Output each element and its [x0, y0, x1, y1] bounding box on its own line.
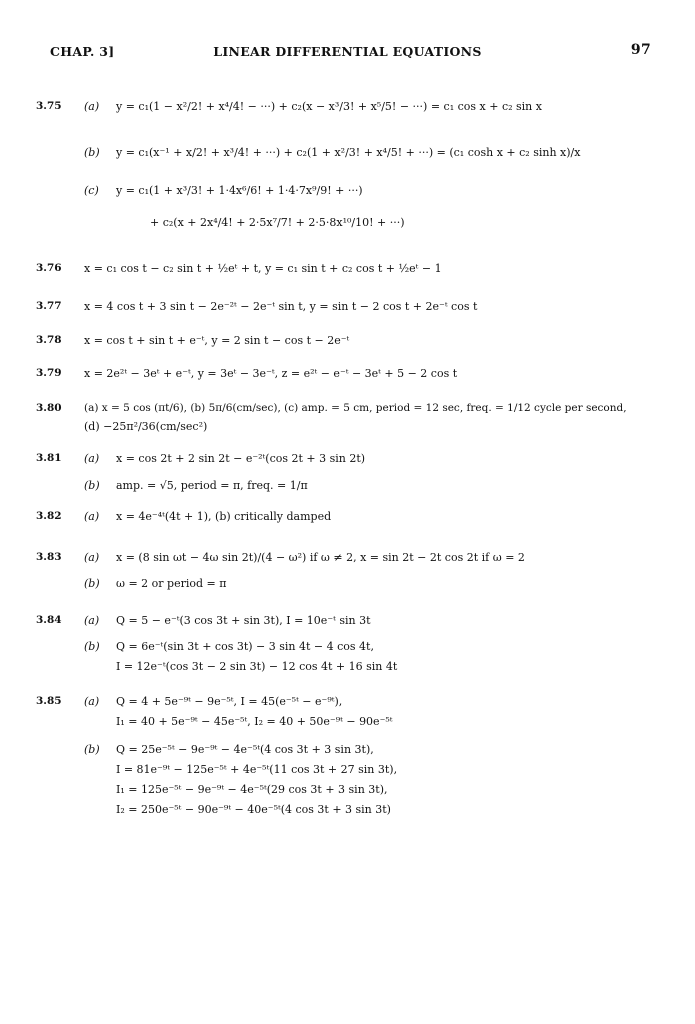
answer-line: y = c₁(x⁻¹ + x/2! + x³/4! + ···) + c₂(1 + x²/3! + x⁴/5! + ···) = (c₁ cosh x + c₂ sinh x)/x — [116, 146, 581, 159]
part-label: (a) — [84, 551, 100, 564]
answer-line: (a) x = 5 cos (πt/6), (b) 5π/6(cm/sec), (c) amp. = 5 cm, period = 12 sec, freq. = 1/12 cycle per second, — [84, 402, 627, 414]
page-number: 97 — [630, 42, 651, 58]
answer-line: + c₂(x + 2x⁴/4! + 2·5x⁷/7! + 2·5·8x¹⁰/10! + ···) — [150, 216, 405, 229]
chapter-label: CHAP. 3] — [50, 44, 115, 59]
answer-line: amp. = √5, period = π, freq. = 1/π — [116, 479, 308, 492]
problem-number: 3.81 — [36, 452, 62, 464]
answer-line: x = 2e²ᵗ − 3eᵗ + e⁻ᵗ, y = 3eᵗ − 3e⁻ᵗ, z = e²ᵗ − e⁻ᵗ − 3eᵗ + 5 − 2 cos t — [84, 367, 458, 380]
problem-number: 3.83 — [36, 551, 62, 563]
answer-line: x = (8 sin ωt − 4ω sin 2t)/(4 − ω²) if ω ≠ 2, x = sin 2t − 2t cos 2t if ω = 2 — [116, 551, 525, 564]
running-title: LINEAR DIFFERENTIAL EQUATIONS — [213, 44, 482, 59]
answer-line: Q = 25e⁻⁵ᵗ − 9e⁻⁹ᵗ − 4e⁻⁵ᵗ(4 cos 3t + 3 sin 3t), — [116, 743, 374, 756]
answer-line: Q = 6e⁻ᵗ(sin 3t + cos 3t) − 3 sin 4t − 4 cos 4t, — [116, 640, 374, 653]
answer-line: I₁ = 125e⁻⁵ᵗ − 9e⁻⁹ᵗ − 4e⁻⁵ᵗ(29 cos 3t + 3 sin 3t), — [116, 783, 388, 796]
problem-number: 3.84 — [36, 614, 62, 626]
part-label: (a) — [84, 614, 100, 627]
answer-line: I₁ = 40 + 5e⁻⁹ᵗ − 45e⁻⁵ᵗ, I₂ = 40 + 50e⁻⁹ᵗ − 90e⁻⁵ᵗ — [116, 715, 393, 728]
problem-number: 3.77 — [36, 300, 62, 312]
answer-line: I₂ = 250e⁻⁵ᵗ − 90e⁻⁹ᵗ − 40e⁻⁵ᵗ(4 cos 3t + 3 sin 3t) — [116, 803, 391, 816]
problem-number: 3.75 — [36, 100, 62, 112]
answer-line: x = 4 cos t + 3 sin t − 2e⁻²ᵗ − 2e⁻ᵗ sin t, y = sin t − 2 cos t + 2e⁻ᵗ cos t — [84, 300, 478, 313]
part-label: (b) — [84, 146, 100, 159]
problem-number: 3.82 — [36, 510, 62, 522]
part-label: (a) — [84, 452, 100, 465]
part-label: (c) — [84, 184, 99, 197]
answer-line: y = c₁(1 + x³/3! + 1·4x⁶/6! + 1·4·7x⁹/9! + ···) — [116, 184, 363, 197]
answer-line: I = 81e⁻⁹ᵗ − 125e⁻⁵ᵗ + 4e⁻⁵ᵗ(11 cos 3t + 27 sin 3t), — [116, 763, 398, 776]
answer-line: x = cos t + sin t + e⁻ᵗ, y = 2 sin t − cos t − 2e⁻ᵗ — [84, 334, 350, 347]
problem-number: 3.80 — [36, 402, 62, 414]
answer-line: x = cos 2t + 2 sin 2t − e⁻²ᵗ(cos 2t + 3 sin 2t) — [116, 452, 366, 465]
answer-line: ω = 2 or period = π — [116, 577, 227, 590]
answer-line: y = c₁(1 − x²/2! + x⁴/4! − ···) + c₂(x − x³/3! + x⁵/5! − ···) = c₁ cos x + c₂ sin x — [116, 100, 542, 113]
part-label: (b) — [84, 743, 100, 756]
part-label: (b) — [84, 479, 100, 492]
part-label: (a) — [84, 100, 100, 113]
problem-number: 3.78 — [36, 334, 62, 346]
part-label: (b) — [84, 640, 100, 653]
problem-number: 3.76 — [36, 262, 62, 274]
problem-number: 3.79 — [36, 367, 62, 379]
answer-line: Q = 5 − e⁻ᵗ(3 cos 3t + sin 3t), I = 10e⁻ᵗ sin 3t — [116, 614, 371, 627]
answer-line: x = 4e⁻⁴ᵗ(4t + 1), (b) critically damped — [116, 510, 332, 523]
answer-line: I = 12e⁻ᵗ(cos 3t − 2 sin 3t) − 12 cos 4t + 16 sin 4t — [116, 660, 398, 673]
answer-line: x = c₁ cos t − c₂ sin t + ½eᵗ + t, y = c₁ sin t + c₂ cos t + ½eᵗ − 1 — [84, 262, 442, 275]
answer-line: Q = 4 + 5e⁻⁹ᵗ − 9e⁻⁵ᵗ, I = 45(e⁻⁵ᵗ − e⁻⁹ᵗ), — [116, 695, 343, 708]
part-label: (a) — [84, 510, 100, 523]
part-label: (b) — [84, 577, 100, 590]
problem-number: 3.85 — [36, 695, 62, 707]
answer-line: (d) −25π²/36(cm/sec²) — [84, 420, 208, 433]
part-label: (a) — [84, 695, 100, 708]
